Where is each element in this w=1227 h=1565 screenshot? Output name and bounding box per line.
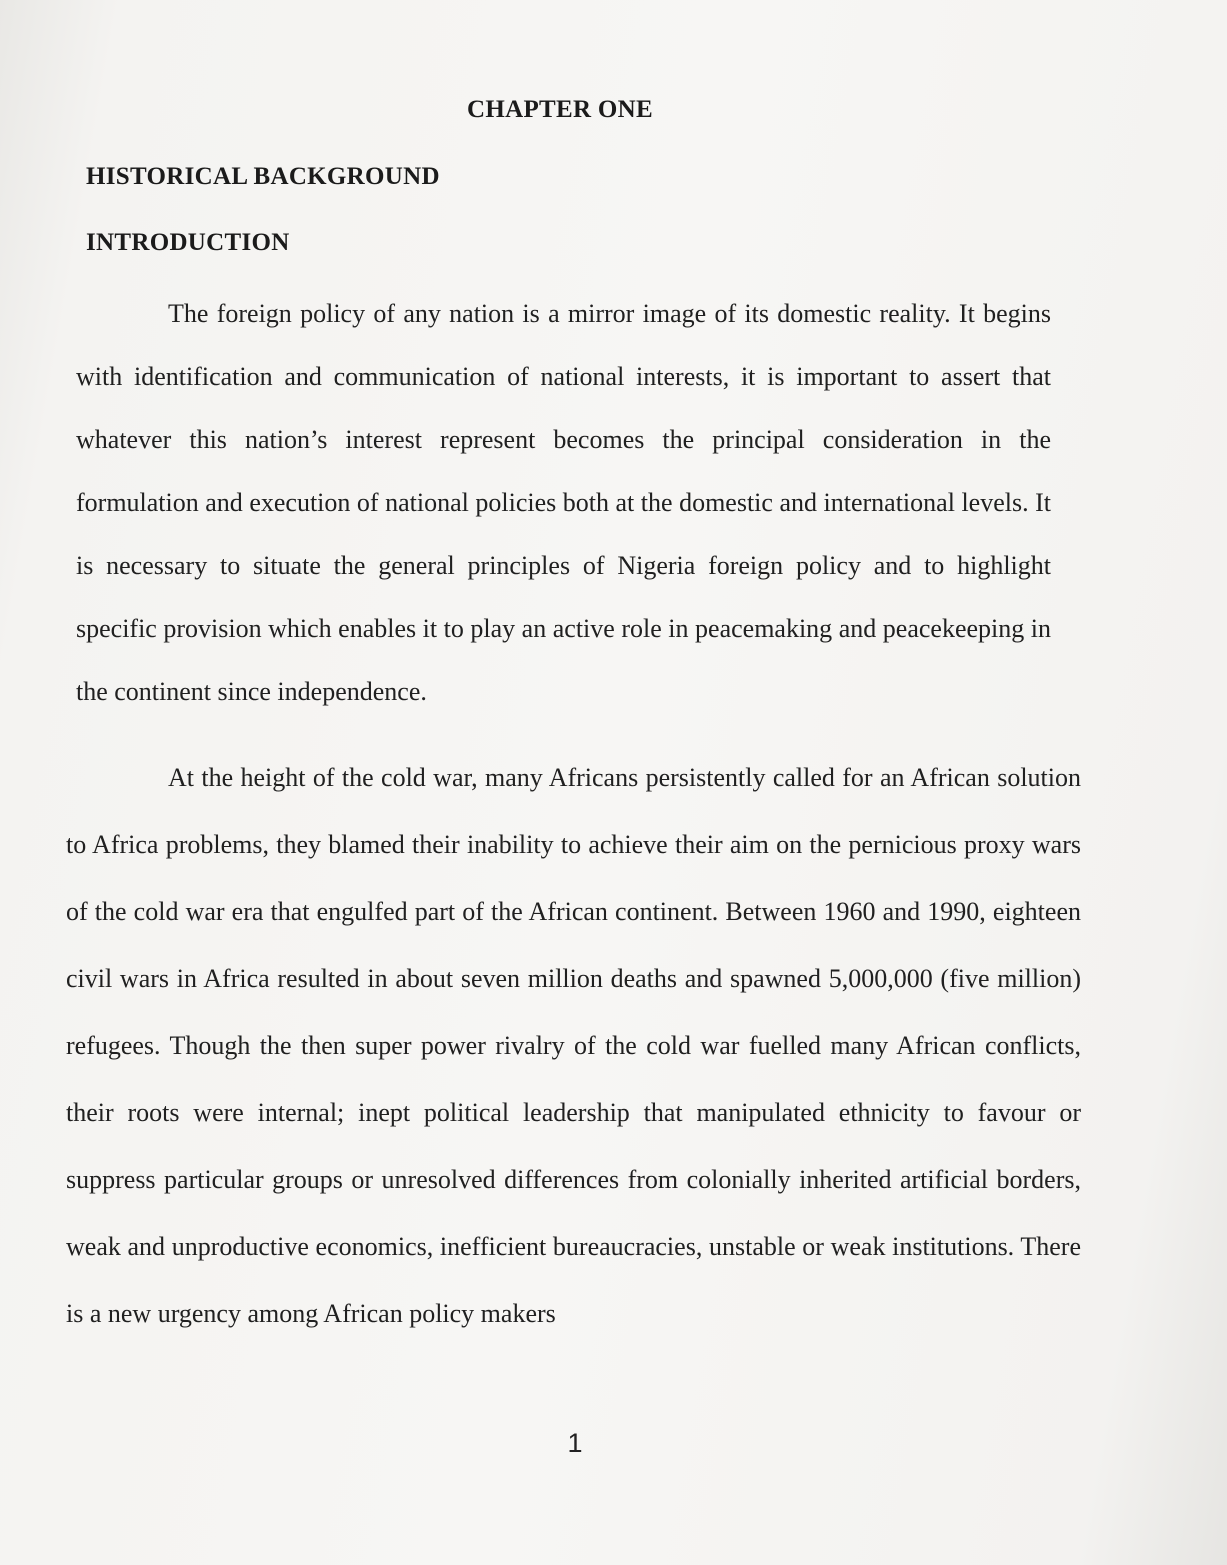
page-number: 1: [567, 1428, 583, 1458]
chapter-title: CHAPTER ONE: [467, 96, 653, 123]
body-paragraph: At the height of the cold war, many Africans persistently called for an African solution to Africa problems, they blamed their inability to achieve their aim on the pernicious proxy wars of the cold war era that engulfed part of the African continent. Between 1960 and 1990, eighteen civil wars in Africa resulted in about seven million deaths and spawned 5,000,000 (five million) refugees. Though the then super power rivalry of the cold war fuelled many African conflicts, their roots were internal; inept political leadership that manipulated ethnicity to favour or suppress particular groups or unresolved differences from colonially inherited artificial borders, weak and unproductive economics, inefficient bureaucracies, unstable or weak institutions. There is a new urgency among African policy makers: [66, 763, 1081, 1328]
body-paragraph: The foreign policy of any nation is a mirror image of its domestic reality. It begins with identification and communication of national interests, it is important to assert that whatever this nation’s interest represent becomes the principal consideration in the formulation and execution of national policies both at the domestic and international levels. It is necessary to situate the general principles of Nigeria foreign policy and to highlight specific provision which enables it to play an active role in peacemaking and peacekeeping in the continent since independence.: [76, 299, 1051, 706]
section-heading: HISTORICAL BACKGROUND: [86, 163, 440, 190]
subsection-heading: INTRODUCTION: [86, 229, 290, 256]
